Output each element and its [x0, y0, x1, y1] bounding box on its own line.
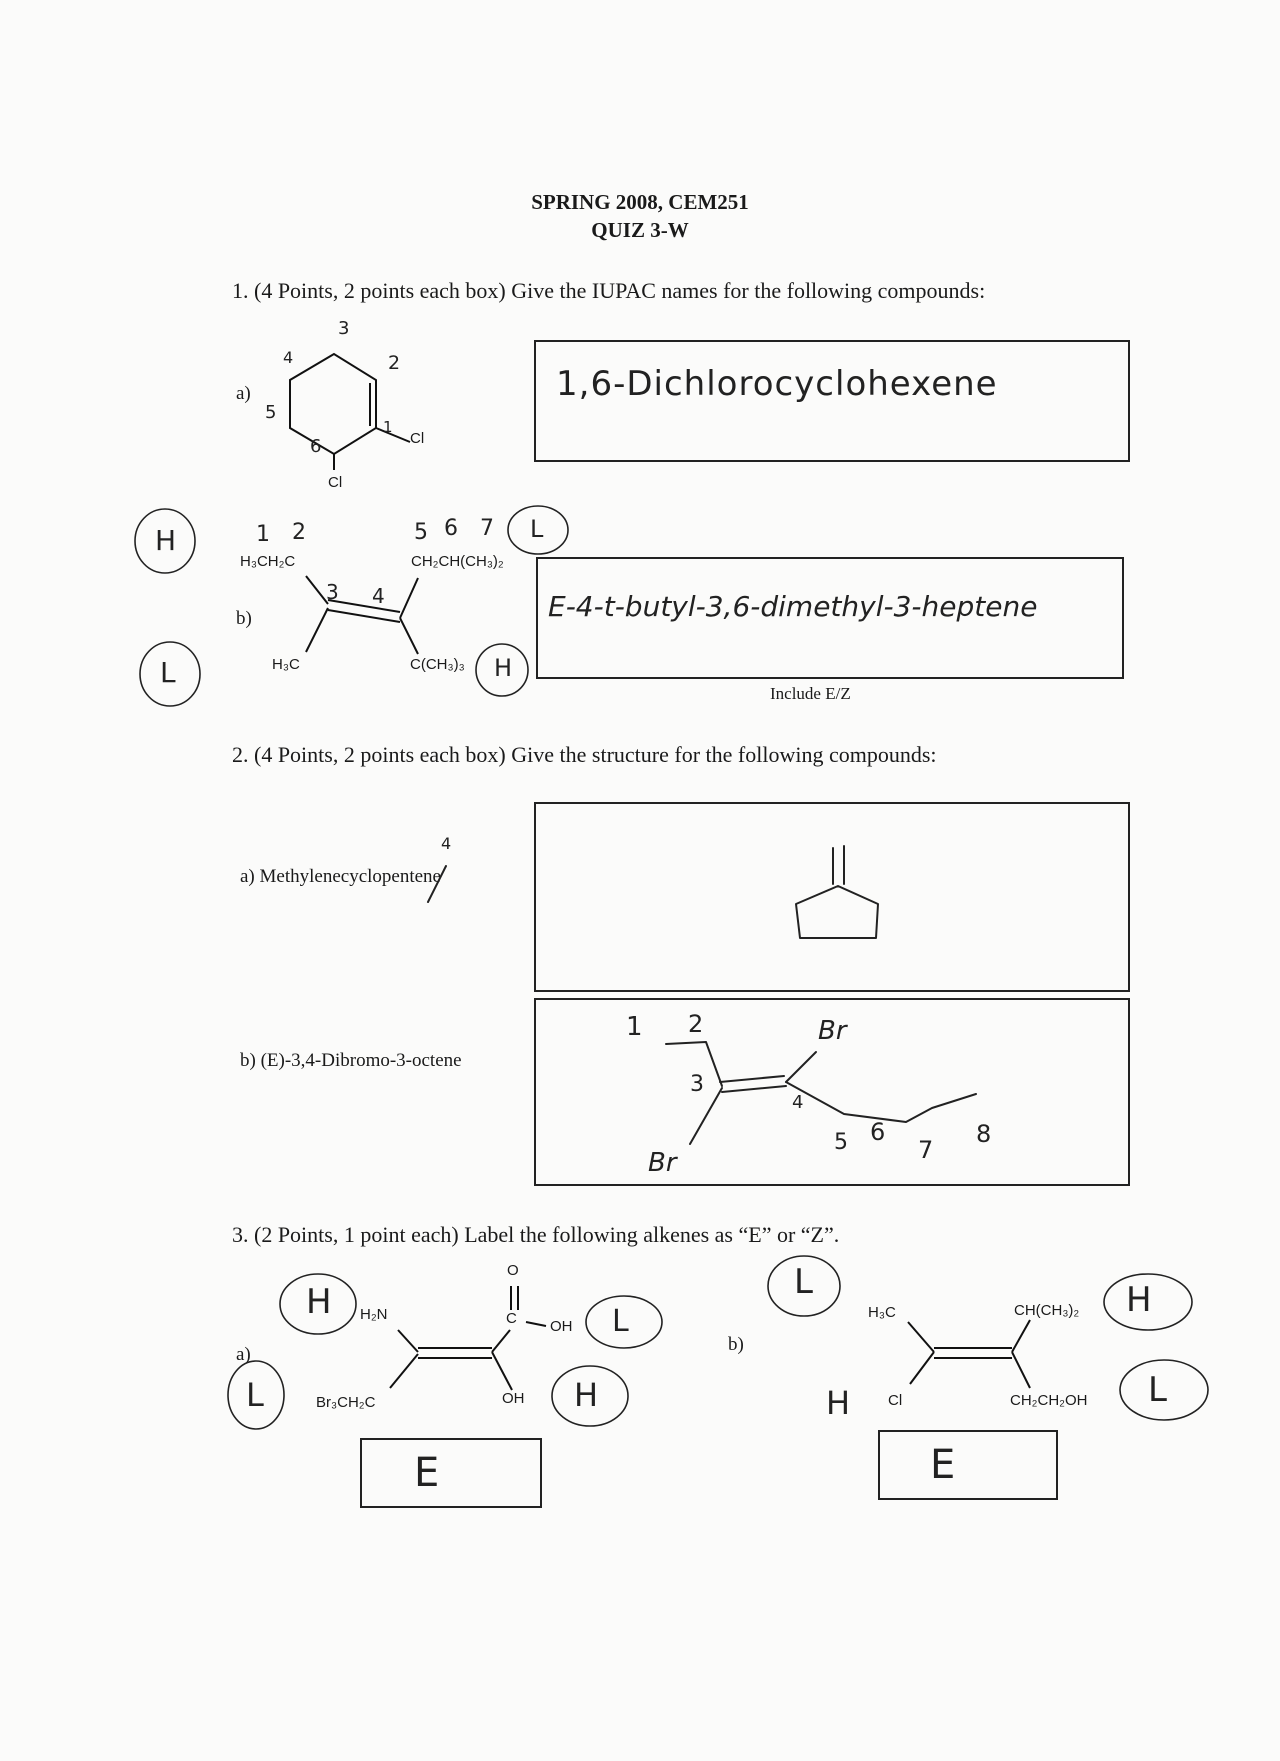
- q3b-group-cl: Cl: [888, 1392, 903, 1409]
- q2a-mark: 4: [441, 834, 452, 853]
- q1b-mark-H-right: H: [494, 654, 513, 682]
- q3b-mark-L-right: L: [1148, 1370, 1167, 1410]
- quiz-term: SPRING 2008, CEM251: [531, 190, 749, 214]
- q3b-bond-to-isopropyl: [1012, 1320, 1030, 1352]
- q3a-carbonyl-o: O: [507, 1262, 519, 1279]
- q1a-num-2: 2: [388, 352, 401, 374]
- q3a-mark-H-left: H: [306, 1282, 332, 1322]
- q1b-num-5: 5: [414, 520, 428, 545]
- q1b-group-bottom-left: H₃C: [272, 656, 300, 673]
- q1a-num-3: 3: [338, 318, 350, 339]
- q2a-name: a) Methylenecyclopentene: [240, 866, 441, 887]
- q3a-carbonyl-c: C: [506, 1310, 517, 1327]
- q1b-num-3: 3: [326, 580, 339, 604]
- q1b-group-top-left: H₃CH₂C: [240, 553, 296, 570]
- q1b-answer: E-4-t-butyl-3,6-dimethyl-3-heptene: [548, 590, 1038, 623]
- q3b-group-ethanol: CH₂CH₂OH: [1010, 1392, 1088, 1409]
- q3a-oh-bottom: OH: [502, 1390, 525, 1407]
- q3b-answer-box[interactable]: [878, 1430, 1058, 1500]
- q3b-mark-H-right: H: [1126, 1280, 1152, 1320]
- q1a-num-1: 1: [383, 418, 393, 436]
- q1a-cl-bottom: Cl: [328, 474, 343, 491]
- q3a-mark-H-right: H: [574, 1376, 599, 1414]
- q2b-br-top: Br: [818, 1016, 847, 1046]
- q1a-num-6: 6: [310, 436, 322, 457]
- q1a-num-5: 5: [265, 402, 277, 423]
- q2b-num-3: 3: [690, 1072, 704, 1097]
- q3b-group-ch3: H₃C: [868, 1304, 896, 1321]
- q2-prompt: 2. (4 Points, 2 points each box) Give the structure for the following compounds:: [232, 742, 937, 767]
- q1b-include-ez-note: Include E/Z: [770, 684, 851, 703]
- q3a-mark-L-right: L: [612, 1304, 629, 1339]
- q2b-num-6: 6: [870, 1118, 886, 1146]
- q2b-num-8: 8: [976, 1120, 992, 1148]
- q2b-num-4: 4: [792, 1092, 804, 1113]
- q3b-bond-to-cl: [910, 1352, 934, 1384]
- q3a-answer: E: [414, 1450, 440, 1496]
- q1a-cl-right: Cl: [410, 430, 425, 447]
- q2b-num-2: 2: [688, 1010, 704, 1038]
- q3a-mark-L-left: L: [246, 1376, 264, 1414]
- q1b-mark-H-left: H: [155, 524, 177, 557]
- q1b-num-7: 7: [480, 516, 494, 541]
- q1b-label: b): [236, 608, 252, 629]
- q3b-bond-to-ethanol: [1012, 1352, 1030, 1388]
- quiz-title: QUIZ 3-W: [591, 218, 689, 242]
- q1a-answer: 1,6-Dichlorocyclohexene: [556, 364, 998, 404]
- q1a-label: a): [236, 383, 251, 404]
- q3a-label: a): [236, 1344, 251, 1365]
- q1-prompt: 1. (4 Points, 2 points each box) Give the IUPAC names for the following compounds:: [232, 278, 986, 303]
- q1b-mark-L-left: L: [160, 656, 176, 689]
- q3b-label: b): [728, 1334, 744, 1355]
- q3b-bond-to-ch3: [908, 1322, 934, 1352]
- q1b-num-2: 2: [292, 520, 306, 545]
- q3b-mark-H-left: H: [826, 1384, 851, 1422]
- q3a-group-cbr3: Br₃CH₂C: [316, 1394, 376, 1411]
- q3b-answer: E: [930, 1442, 956, 1488]
- q2b-name: b) (E)-3,4-Dibromo-3-octene: [240, 1050, 462, 1071]
- q1a-num-4: 4: [283, 348, 294, 367]
- q3-prompt: 3. (2 Points, 1 point each) Label the following alkenes as “E” or “Z”.: [232, 1222, 840, 1247]
- q3b-group-isopropyl: CH(CH₃)₂: [1014, 1302, 1080, 1319]
- q2b-br-bottom: Br: [648, 1148, 677, 1178]
- q3a-oh-top: OH: [550, 1318, 573, 1335]
- q2b-num-1: 1: [626, 1012, 643, 1042]
- q2b-num-7: 7: [918, 1136, 934, 1164]
- q3a-group-nh2: H₂N: [360, 1306, 388, 1323]
- q1b-group-bottom-right: C(CH₃)₃: [410, 656, 465, 673]
- q1b-num-6: 6: [444, 516, 458, 541]
- q1b-num-1: 1: [256, 522, 270, 547]
- q2b-num-5: 5: [834, 1130, 848, 1155]
- q3b-mark-L-left: L: [794, 1262, 813, 1302]
- q1b-group-top-right: CH₂CH(CH₃)₂: [411, 553, 504, 570]
- q1b-num-4: 4: [372, 584, 385, 608]
- q1b-mark-L-right: L: [530, 515, 544, 543]
